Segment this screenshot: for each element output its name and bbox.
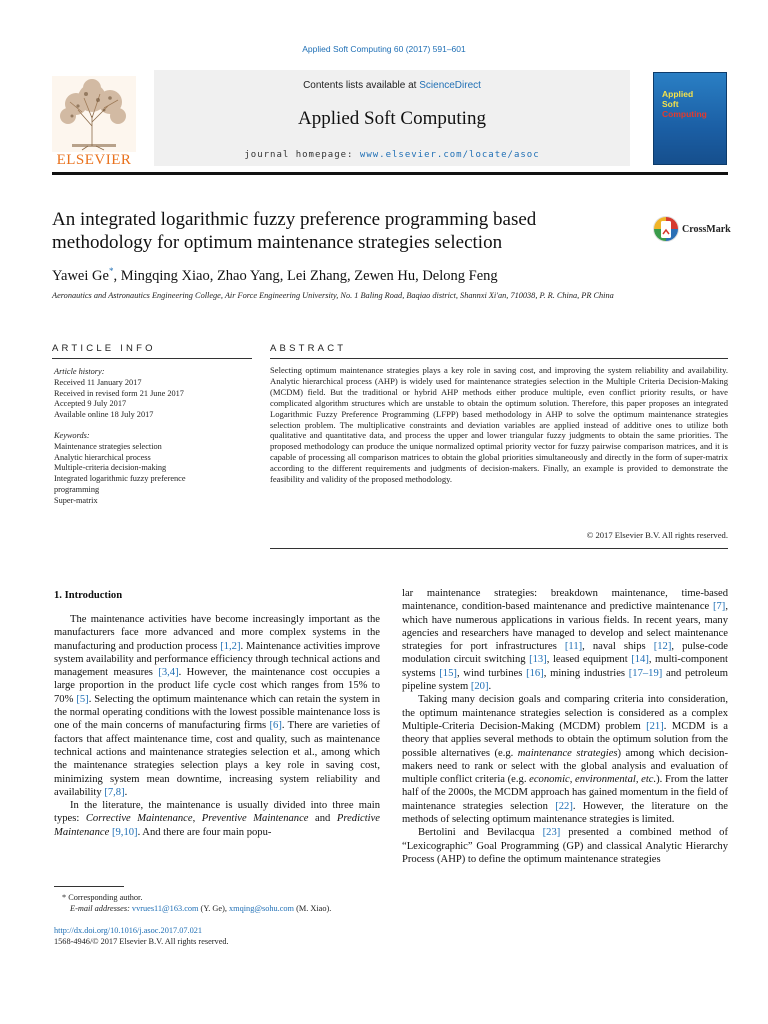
paragraph: Taking many decision goals and comparing criteria into consideration, the optimum maintenance strategies selection is considered as a complex Multiple-Criteria Decision-Making (MCDM) problem [21]. MCDM is a theory that applies several methods to obtain the optimum solution from the possible alternatives (e.g. maintenance strategies) among which decision-makers need to rank or select with the global analysis and evaluation of multiple conflict criteria (e.g. economic, environmental, etc.). From the latter half of the 2000s, the MCDM approach has gained momentum in the field of maintenance strategies selection [22]. However, the literature on the methods of selecting optimum maintenance strategies is limited.: [402, 694, 728, 826]
citation-link[interactable]: [16]: [526, 667, 544, 679]
article-info-heading: ARTICLE INFO: [52, 343, 156, 354]
contents-prefix: Contents lists available at: [303, 80, 420, 91]
issn-copyright: 1568-4946/© 2017 Elsevier B.V. All rights reserved.: [54, 937, 229, 946]
doi-link[interactable]: http://dx.doi.org/10.1016/j.asoc.2017.07.021: [54, 926, 203, 935]
body-column-left: [54, 613, 380, 839]
homepage-line: [154, 150, 630, 160]
citation-link[interactable]: [22]: [555, 800, 573, 812]
abstract-heading: ABSTRACT: [270, 343, 347, 354]
corresponding-author-note: Corresponding author.: [66, 893, 143, 902]
crossmark-icon: [652, 214, 680, 246]
journal-reference-link[interactable]: Applied Soft Computing 60 (2017) 591–601: [302, 44, 466, 54]
corresponding-author-mark[interactable]: *: [108, 266, 114, 276]
keyword-item: Analytic hierarchical process: [54, 452, 151, 462]
sciencedirect-link[interactable]: ScienceDirect: [419, 80, 481, 91]
history-label: Article history:: [54, 367, 105, 376]
author-others: , Mingqing Xiao, Zhao Yang, Lei Zhang, Zewen Hu, Delong Feng: [113, 267, 498, 284]
citation-link[interactable]: [3,4]: [158, 667, 179, 679]
footnote-mark: *: [62, 893, 67, 902]
author-affiliation: Aeronautics and Astronautics Engineering College, Air Force Engineering University, No. 1 Baling Road, Baqiao district, Shannxi Xi'an, 710038, P. R. China, PR China: [52, 291, 614, 300]
history-item: Received 11 January 2017: [54, 377, 142, 387]
masthead-banner: [154, 70, 630, 166]
homepage-prefix: journal homepage:: [244, 150, 360, 160]
abstract-bottom-rule: [270, 548, 728, 549]
article-info: [54, 367, 254, 507]
keyword-item: Maintenance strategies selection: [54, 441, 162, 451]
masthead-divider: [52, 172, 728, 175]
email-link-ge[interactable]: vvrues11@163.com: [131, 904, 199, 913]
keyword-item: Super-matrix: [54, 495, 98, 505]
history-item: Accepted 9 July 2017: [54, 399, 127, 409]
crossmark-label: CrossMark: [682, 224, 731, 235]
keywords-label: Keywords:: [54, 430, 90, 440]
citation-link[interactable]: [7,8]: [104, 786, 125, 798]
keyword-item: Multiple-criteria decision-making: [54, 463, 167, 473]
email-link-xiao[interactable]: xmqing@sohu.com: [228, 904, 295, 913]
abstract-text: Selecting optimum maintenance strategies plays a key role in saving cost, and improving the system reliability and availability. Analytic hierarchical process (AHP) is widely used for maintenance strategies selection in the Multiple Criteria Decision-Making (MCDM) field. But the traditional or hybrid AHP methods either produce multiple, even conflict priority results, or have complicated algorithm structures which are unstable to obtain the optimum solution. Therefore, this paper proposes an integrated Logarithmic Fuzzy Preference Programming (LFPP) based methodology in AHP to solve the optimum maintenance strategies selection problem. The multiplicative constraints and deviation variables are applied instead of additive ones to utilize both qualitative and quantitative data, and process the upper and lower triangular fuzzy judgments to obtain the same priorities. The proposed methodology can produce the unique normalized optimal priority vector for fuzzy pairwise comparison matrices, and it is capable of processing all comparison matrices to obtain the global priorities simultaneously and directly in the form of super-matrix according to the different requirements and judgments of decision-makers. Finally, an example is provided to demonstrate the feasibility and validity of the proposed methodology.: [270, 365, 728, 485]
paragraph: Bertolini and Bevilacqua [23] presented a combined method of “Lexicographic” Goal Programming (GP) and classical Analytic Hierarchy Process (AHP) to define the optimum maintenance strategies: [402, 827, 728, 865]
cover-line-3: Computing: [662, 109, 707, 119]
journal-cover-thumbnail[interactable]: [653, 72, 727, 165]
section-heading-introduction: 1. Introduction: [54, 590, 123, 601]
citation-link[interactable]: [21]: [646, 720, 664, 732]
citation-link[interactable]: [7]: [712, 601, 726, 613]
citation-link[interactable]: [5]: [76, 693, 89, 705]
citation-link[interactable]: [11]: [564, 641, 583, 653]
citation-link[interactable]: [17–19]: [628, 667, 663, 679]
author-list: [52, 266, 672, 285]
article-info-rule: [52, 358, 252, 359]
cover-line-2: Soft: [662, 99, 679, 109]
citation-link[interactable]: [14]: [631, 654, 649, 666]
crossmark-badge[interactable]: [652, 214, 734, 246]
abstract-rule: [270, 358, 728, 359]
elsevier-logo: [52, 76, 136, 168]
footnote-rule: [54, 886, 124, 887]
paragraph: lar maintenance strategies: breakdown maintenance, time-based maintenance, condition-based maintenance and predictive maintenance [7], which have numerous applications in various fields. In recent years, many agencies and researchers have managed to develop and select maintenance strategies for port infrastructures [11], naval ships [12], pulse-code modulation circuit switching [13], leased equipment [14], multi-component systems [15], wind turbines [16], mining industries [17–19] and petroleum pipeline system [20].: [402, 588, 729, 693]
keyword-item: Integrated logarithmic fuzzy preference: [54, 474, 186, 484]
citation-link[interactable]: [15]: [439, 667, 457, 679]
author-first: Yawei Ge: [52, 267, 109, 284]
citation-link[interactable]: [6]: [269, 720, 282, 732]
paragraph: In the literature, the maintenance is usually divided into three main types: Corrective Maintenance, Preventive Maintenance and Predictive Maintenance [9,10]. And there are four main popu-: [54, 800, 381, 838]
email-label: E-mail addresses:: [70, 904, 132, 913]
journal-homepage-link[interactable]: www.elsevier.com/locate/asoc: [359, 150, 540, 160]
keyword-item: programming: [54, 484, 100, 494]
citation-link[interactable]: [9,10]: [111, 826, 138, 838]
doi-block: [54, 925, 374, 947]
body-column-right: [402, 587, 728, 866]
contents-line: [154, 80, 630, 91]
article-title: An integrated logarithmic fuzzy preference programming based methodology for optimum maintenance strategies selection: [52, 209, 537, 253]
history-item: Available online 18 July 2017: [54, 410, 154, 420]
footnote: * Corresponding author. E-mail addresses: vvrues11@163.com (Y. Ge), xmqing@sohu.com (M. Xiao).: [62, 893, 332, 913]
citation-link[interactable]: [20]: [470, 681, 489, 693]
journal-name: Applied Soft Computing: [298, 108, 486, 129]
cover-line-1: Applied: [662, 89, 694, 99]
paragraph: The maintenance activities have become increasingly important as the manufacturers face more advanced and more complex systems in the manufacturing and production process [1,2]. Maintenance activities improve system availability and performance efficiency through technical actions and management measures [3,4]. However, the maintenance cost occupies a large proportion in the product life cycle cost which ranges from 15% to 70% [5]. Selecting the optimum maintenance which can retain the system in the normal operating conditions with the lowest possible maintenance loss is one of the main concerns of manufacturing firms [6]. There are varieties of factors that affect maintenance time, cost and quality, such as maintenance technical actions and maintenance strategies selection et al., among which the maintenance strategies selection plays a key role in saving cost, minimizing system mean downtime, increasing system reliability and availability [7,8].: [54, 614, 380, 798]
history-item: Received in revised form 21 June 2017: [54, 388, 184, 398]
citation-link[interactable]: [23]: [542, 827, 561, 839]
citation-link[interactable]: [1,2]: [220, 640, 241, 652]
citation-link[interactable]: [13]: [529, 654, 547, 666]
publisher-name: ELSEVIER: [56, 152, 132, 168]
masthead: [52, 70, 728, 168]
citation-link[interactable]: [12]: [653, 641, 672, 653]
abstract-copyright: © 2017 Elsevier B.V. All rights reserved.: [586, 530, 728, 540]
